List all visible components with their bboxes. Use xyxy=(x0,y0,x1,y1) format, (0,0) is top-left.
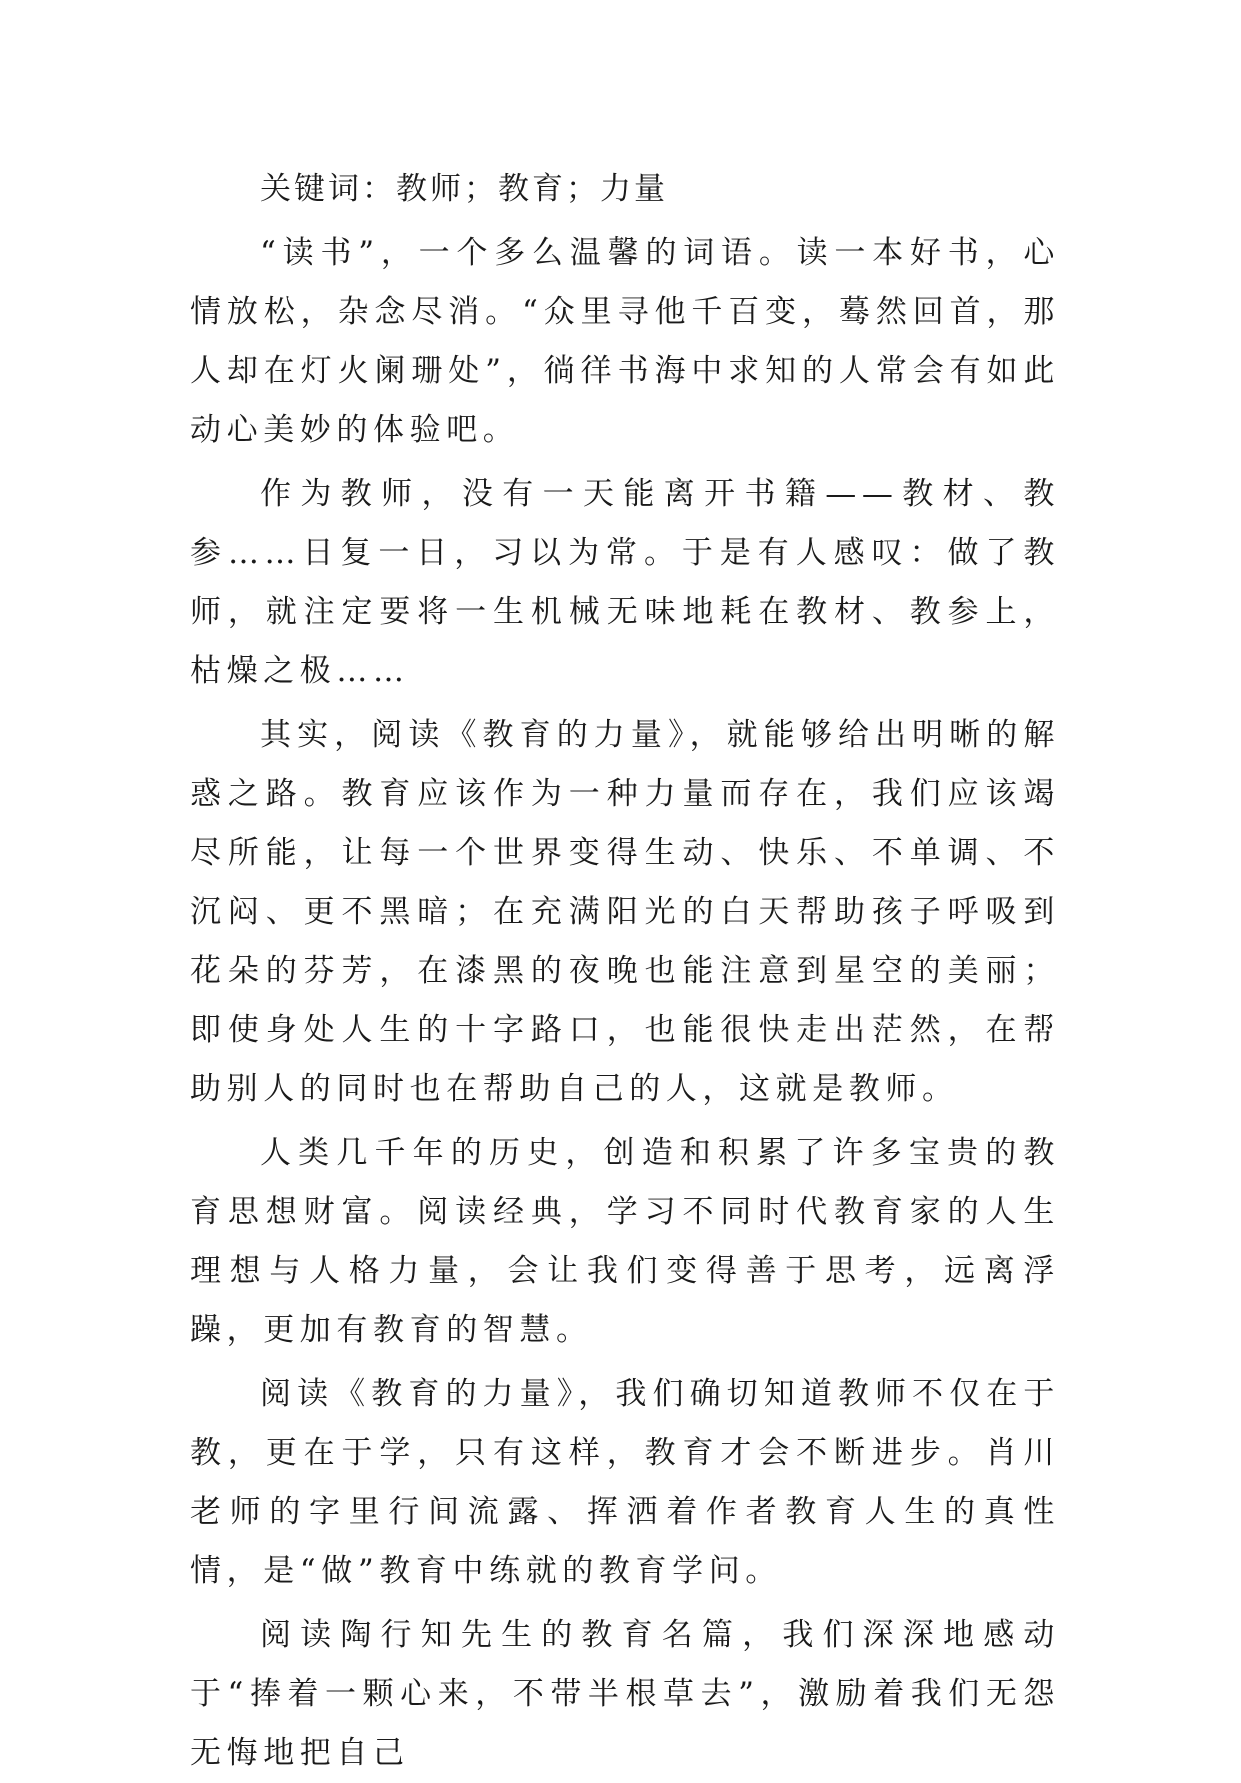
paragraph-history: 人类几千年的历史，创造和积累了许多宝贵的教育思想财富。阅读经典，学习不同时代教育家的人生理想与人格力量，会让我们变得善于思考，远离浮躁，更加有教育的智慧。 xyxy=(190,1135,1060,1348)
keywords-line: 关键词：教师；教育；力量 xyxy=(260,171,668,207)
paragraph-tao-xingzhi: 阅读陶行知先生的教育名篇，我们深深地感动于“捧着一颗心来，不带半根草去”，激励着我们无怨无悔地把自己 xyxy=(190,1617,1060,1771)
paragraph-learning: 阅读《教育的力量》，我们确切知道教师不仅在于教，更在于学，只有这样，教育才会不断进步。肖川老师的字里行间流露、挥洒着作者教育人生的真性情，是“做”教育中练就的教育学问。 xyxy=(190,1376,1060,1589)
paragraph-reading: “读书”，一个多么温馨的词语。读一本好书，心情放松，杂念尽消。“众里寻他千百变，蓦然回首，那人却在灯火阑珊处”，徜徉书海中求知的人常会有如此动心美妙的体验吧。 xyxy=(190,235,1060,448)
document-body xyxy=(190,160,1060,1783)
paragraph-power-of-education: 其实，阅读《教育的力量》，就能够给出明晰的解惑之路。教育应该作为一种力量而存在，我们应该竭尽所能，让每一个世界变得生动、快乐、不单调、不沉闷、更不黑暗；在充满阳光的白天帮助孩子呼吸到花朵的芬芳，在漆黑的夜晚也能注意到星空的美丽；即使身处人生的十字路口，也能很快走出茫然，在帮助别人的同时也在帮助自己的人，这就是教师。 xyxy=(190,717,1060,1107)
paragraph-teacher-books: 作为教师，没有一天能离开书籍——教材、教参……日复一日，习以为常。于是有人感叹：做了教师，就注定要将一生机械无味地耗在教材、教参上，枯燥之极…… xyxy=(190,476,1060,689)
